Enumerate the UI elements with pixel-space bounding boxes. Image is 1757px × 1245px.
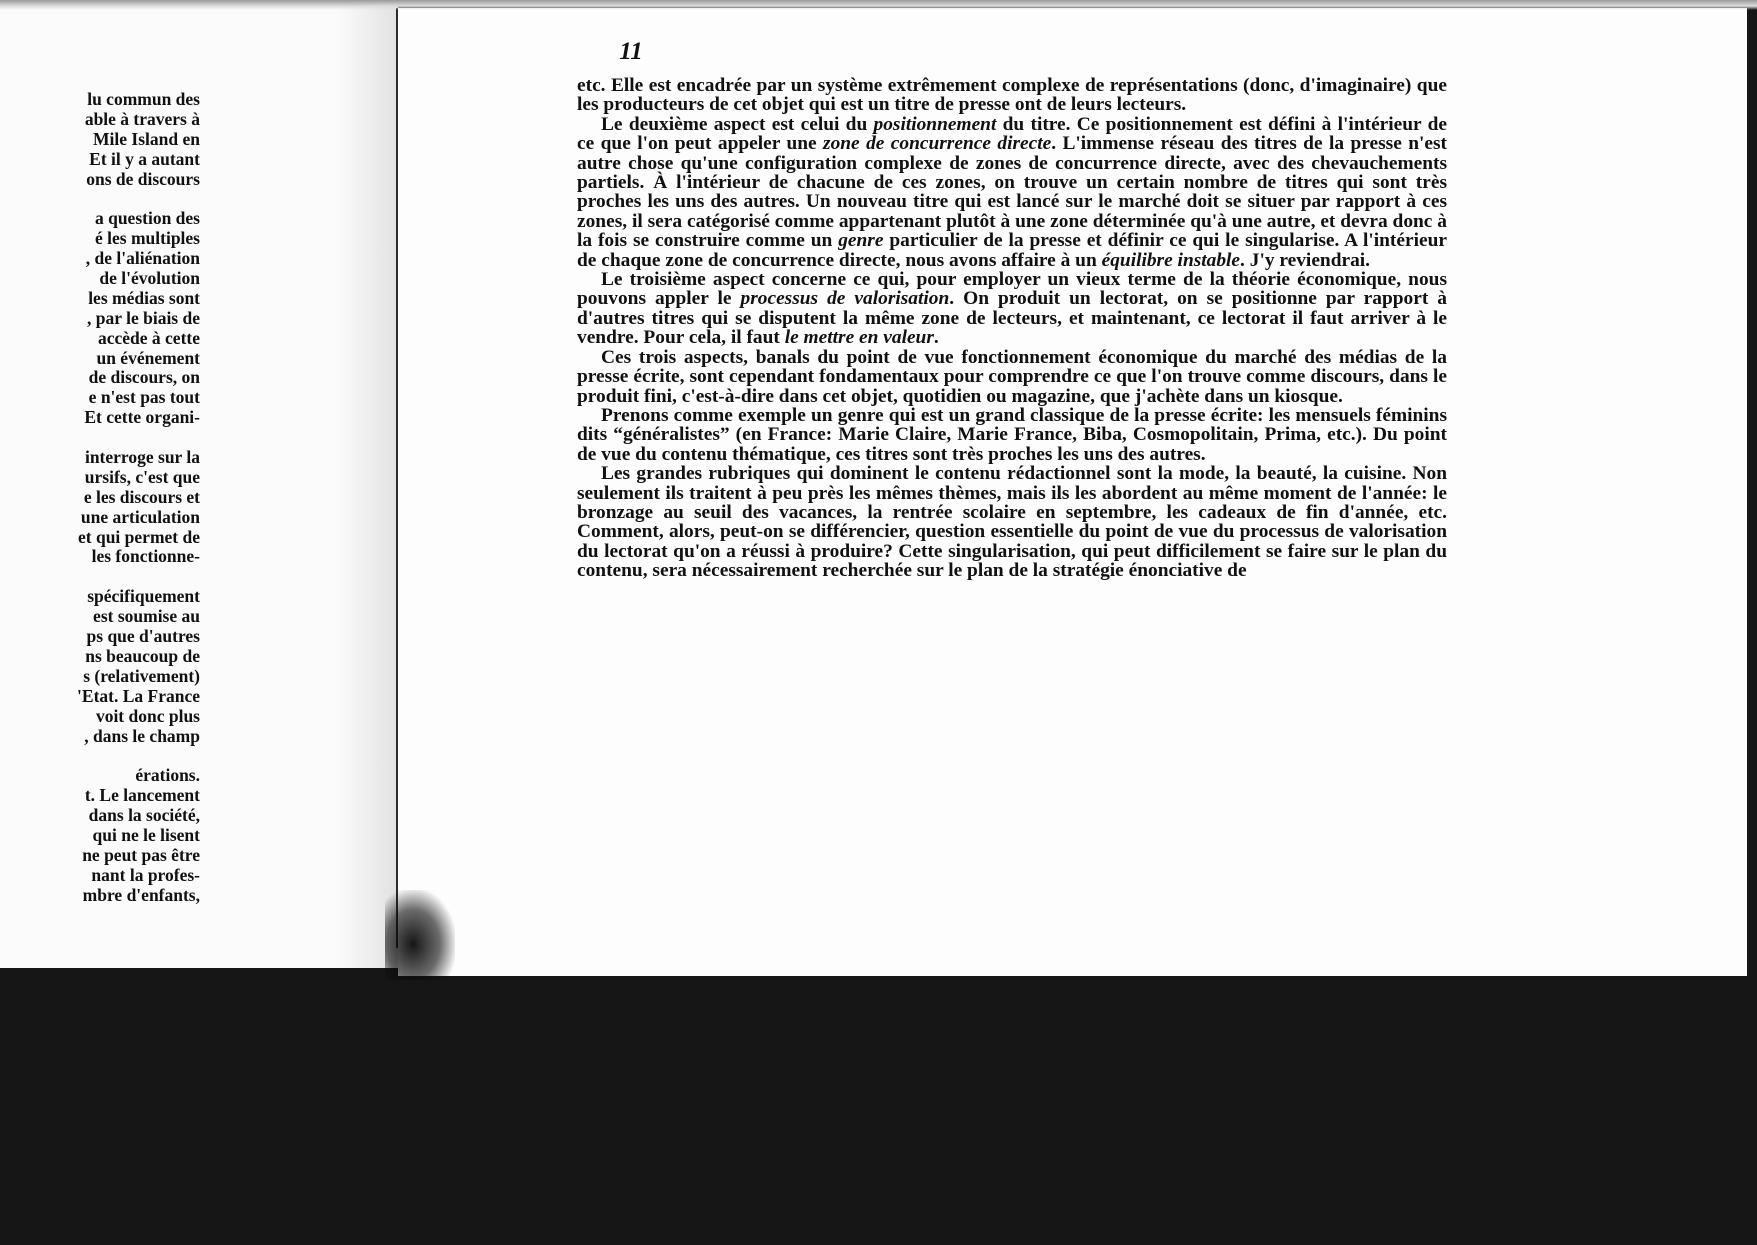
left-page-line: de discours, on — [88, 367, 200, 388]
left-page-line: voit donc plus — [95, 705, 200, 726]
left-page-line: une articulation — [80, 506, 200, 527]
paragraph — [577, 115, 1447, 270]
left-page-line: et qui permet de — [78, 526, 200, 547]
left-page-line: é les multiples — [95, 228, 200, 249]
italic-term: le mettre en valeur — [784, 327, 934, 349]
text-run: Prenons comme exemple un genre qui est un grand classique de la presse écrite: les mensuels féminins dits “généralistes” (en France: Marie Claire, Marie France, Biba, Cosmopolitain, Prima, etc.). Du point de vue du contenu thématique, ces titres sont très proches les uns des autres. — [577, 404, 1447, 465]
left-page-text-column — [0, 90, 200, 906]
left-page-line: les médias sont — [88, 287, 200, 308]
left-page-line: ne peut pas être — [82, 844, 200, 865]
paragraph — [577, 464, 1447, 580]
left-page-line: ursifs, c'est que — [84, 466, 200, 487]
right-page-text-column — [577, 76, 1447, 581]
left-page-line: Mile Island en — [93, 128, 200, 149]
text-run: Le troisième aspect concerne ce qui, pour employer un vieux terme de la théorie économique, nous pouvons appler le — [577, 269, 1447, 310]
left-page-line: les fonctionne- — [91, 546, 200, 567]
left-page-line: s (relativement) — [83, 665, 200, 686]
left-page-line — [0, 189, 200, 209]
italic-term: zone de concurrence directe — [823, 133, 1052, 155]
text-run: etc. Elle est encadrée par un système extrêmement complexe de représentations (donc, d'imaginaire) que les producteurs de cet objet qui est un titre de presse ont de leurs lecteurs. — [577, 75, 1447, 116]
left-page-line: 'Etat. La France — [77, 685, 200, 706]
left-page-line: spécifiquement — [87, 586, 200, 607]
book-gutter — [396, 8, 398, 948]
left-page-line: ps que d'autres — [86, 626, 200, 647]
left-page — [0, 0, 398, 968]
italic-term: positionnement — [873, 113, 997, 135]
paragraph — [577, 348, 1447, 406]
left-page-line — [0, 567, 200, 587]
page-top-edge — [0, 0, 1757, 10]
paragraph — [577, 270, 1447, 348]
left-page-line: mbre d'enfants, — [82, 884, 200, 905]
left-page-line: a question des — [94, 208, 200, 229]
left-page-line: , dans le champ — [84, 725, 200, 746]
text-run: Les grandes rubriques qui dominent le contenu rédactionnel sont la mode, la beauté, la cuisine. Non seulement ils traitent à peu près les mêmes thèmes, mais ils les abordent au même moment de l'année: le bronzage au seuil des vacances, la rentrée scolaire en septembre, les cadeaux de fin d'année, etc. Comment, alors, peut-on se différencier, question essentielle du point de vue du processus de valorisation du lectorat qu'on a réussi à produire? Cette singularisation, qui peut difficilement se faire sur le plan du contenu, sera nécessairement recherchée sur le plan de la stratégie énonciative de — [577, 463, 1447, 582]
text-run: particulier de la presse et définir ce qui le singularise. A l'intérieur de chaque zone de concurrence directe, nous avons affaire à un — [577, 230, 1447, 271]
left-page-line: érations. — [135, 765, 200, 786]
page-number: 11 — [619, 38, 643, 65]
left-page-line: qui ne le lisent — [92, 824, 200, 845]
italic-term: processus de valorisation — [740, 288, 950, 310]
left-page-line: Et il y a autant — [89, 148, 200, 169]
left-page-line — [0, 746, 200, 766]
gutter-shadow — [385, 890, 455, 980]
left-page-line: ns beaucoup de — [85, 645, 200, 666]
paragraph — [577, 406, 1447, 464]
text-run: . On produit un lectorat, on se positionne par rapport à d'autres titres qui se disputent la même zone de lecteurs, et maintenant, ce lectorat il faut arriver à le vendre. Pour cela, il faut — [577, 288, 1447, 349]
left-page-line: e n'est pas tout — [88, 387, 200, 408]
left-page-line: Et cette organi- — [84, 407, 200, 428]
paragraph — [577, 76, 1447, 115]
text-run: Le deuxième aspect est celui du — [601, 113, 874, 135]
text-run: . L'immense réseau des titres de la presse n'est autre chose qu'une configuration complexe de zones de concurrence directe, avec des chevauchements partiels. À l'intérieur de chacune de ces zones, on trouve un certain nombre de titres qui sont très proches les uns des autres. Un nouveau titre qui est lancé sur le marché doit se situer par rapport à ces zones, il sera catégorisé comme appartenant plutôt à une zone déterminée qu'à une autre, et devra donc à la fois se construire comme un — [577, 133, 1447, 252]
left-page-line: , de l'aliénation — [85, 248, 200, 269]
left-page-line: de l'évolution — [99, 268, 200, 289]
left-page-line: dans la société, — [88, 805, 200, 826]
left-page-line: est soumise au — [93, 606, 200, 627]
left-page-line: ons de discours — [86, 168, 200, 189]
italic-term: genre — [838, 230, 884, 252]
left-page-line: nant la profes- — [91, 864, 200, 885]
text-run: . — [933, 327, 939, 349]
left-page-line — [0, 428, 200, 448]
left-page-line: able à travers à — [84, 108, 200, 129]
text-run: du titre. Ce positionnement est défini à l'intérieur de ce que l'on peut appeler une — [577, 113, 1447, 155]
left-page-line: lu commun des — [87, 89, 200, 109]
left-page-line: un événement — [96, 347, 200, 368]
left-page-line: accède à cette — [97, 327, 200, 348]
italic-term: équilibre instable — [1101, 249, 1241, 271]
left-page-line: t. Le lancement — [84, 785, 200, 806]
left-page-line: , par le biais de — [87, 307, 200, 328]
left-page-line: e les discours et — [83, 486, 200, 507]
text-run: . J'y reviendrai. — [1240, 249, 1371, 271]
text-run: Ces trois aspects, banals du point de vue fonctionnement économique du marché des médias de la presse écrite, sont cependant fondamentaux pour comprendre ce que l'on trouve comme discours, dans le produit fini, c'est-à-dire dans cet objet, quotidien ou magazine, que j'achète dans un kiosque. — [577, 346, 1447, 407]
left-page-line: interroge sur la — [84, 447, 200, 468]
